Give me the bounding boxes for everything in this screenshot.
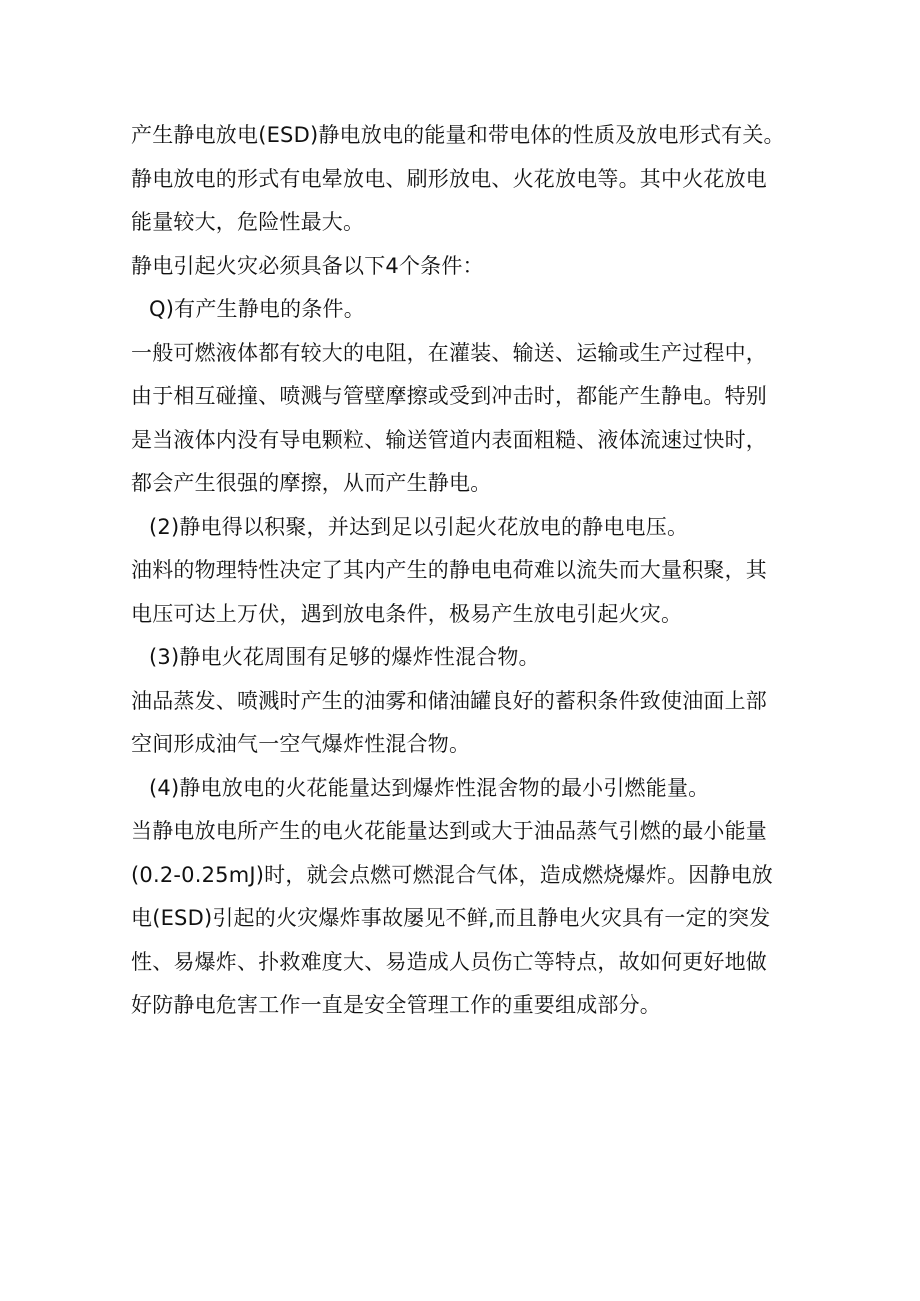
condition-heading-1: Q)有产生静电的条件。	[149, 297, 365, 321]
text-line: 能量较大，危险性最大。	[131, 210, 365, 234]
text-line: 电(ESD)引起的火灾爆炸事故屡见不鲜,而且静电火灾具有一定的突发	[131, 906, 771, 930]
document-body	[131, 114, 811, 1028]
text-line: 都会产生很强的摩擦，从而产生静电。	[131, 471, 492, 495]
text-line: 油料的物理特性决定了其内产生的静电电荷难以流失而大量积聚，其	[131, 558, 767, 582]
text-line: 当静电放电所产生的电火花能量达到或大于油品蒸气引燃的最小能量	[131, 819, 767, 843]
condition-heading-2: (2)静电得以积聚，并达到足以引起火花放电的静电电压。	[149, 514, 689, 539]
text-line: 一般可燃液体都有较大的电阻，在灌装、输送、运输或生产过程中，	[131, 340, 767, 365]
text-line: 油品蒸发、喷溅时产生的油雾和储油罐良好的蓄积条件致使油面上部	[131, 688, 767, 713]
text-line: 空间形成油气一空气爆炸性混合物。	[131, 732, 471, 756]
text-line: (0.2-0.25mJ)时，就会点燃可燃混合气体，造成燃烧爆炸。因静电放	[131, 862, 773, 887]
condition-heading-4: (4)静电放电的火花能量达到爆炸性混舍物的最小引燃能量。	[149, 775, 710, 800]
text-line: 电压可达上万伏，遇到放电条件，极易产生放电引起火灾。	[131, 601, 683, 626]
text-line: 好防静电危害工作一直是安全管理工作的重要组成部分。	[131, 993, 661, 1017]
text-line: 产生静电放电(ESD)静电放电的能量和带电体的性质及放电形式有关。	[131, 123, 785, 147]
text-line: 性、易爆炸、扑救难度大、易造成人员伤亡等特点，故如何更好地做	[131, 949, 767, 974]
condition-heading-3: (3)静电火花周围有足够的爆炸性混合物。	[149, 645, 540, 669]
text-line: 静电引起火灾必须具备以下4个条件：	[131, 253, 484, 278]
text-line: 是当液体内没有导电颗粒、输送管道内表面粗糙、液体流速过快时，	[131, 427, 767, 452]
text-line: 由于相互碰撞、喷溅与管壁摩擦或受到冲击时，都能产生静电。特别	[131, 384, 767, 408]
text-line: 静电放电的形式有电晕放电、刷形放电、火花放电等。其中火花放电	[131, 166, 767, 191]
